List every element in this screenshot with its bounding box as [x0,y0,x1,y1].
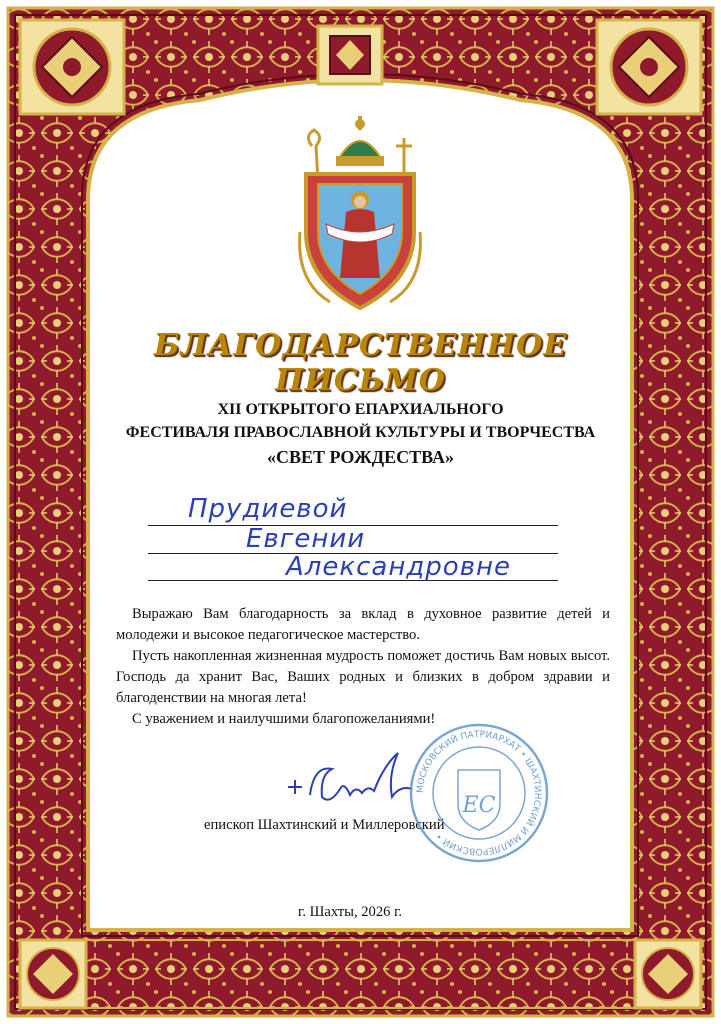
recipient-patronymic: Александровне [286,552,512,582]
stamp-ring-text: МОСКОВСКИЙ ПАТРИАРХАТ • ШАХТИНСКИЙ И МИЛЛЕРОВСКИЙ • [415,729,543,857]
body-paragraph-3: С уважением и наилучшими благопожеланиями! [132,711,436,727]
corner-medallion-bottom-right [635,940,701,1008]
festival-title-line-2: ФЕСТИВАЛЯ ПРАВОСЛАВНОЙ КУЛЬТУРЫ И ТВОРЧЕСТВА [125,424,596,441]
recipient-surname: Прудиевой [188,494,348,524]
body-paragraph-1: Выражаю Вам благодарность за вклад в духовное развитие детей и молодежи и высокое педагогическое мастерство. [116,606,610,643]
diocese-emblem-icon [290,112,430,317]
corner-medallion-top-left [20,20,124,114]
corner-medallion-bottom-left [20,940,86,1008]
body-paragraph-2: Пусть накопленная жизненная мудрость поможет достичь Вам новых высот. Господь да хранит Вас, Ваших родных и близких в добром здравии и благоденствии на многая лета! [116,648,610,706]
stamp-monogram: ЕС [462,793,496,818]
corner-medallion-top-right [597,20,701,114]
festival-title-line-3: «СВЕТ РОЖДЕСТВА» [266,447,455,467]
festival-title-line-1: XII ОТКРЫТОГО ЕПАРХИАЛЬНОГО [217,401,504,418]
signatory-title: епископ Шахтинский и Миллеровский [204,817,445,833]
place-and-date: г. Шахты, 2026 г. [298,904,403,920]
handwritten-signature [280,745,420,825]
letter-body [116,604,610,730]
top-center-ornament [318,26,382,84]
festival-title [80,398,641,470]
document-heading: БЛАГОДАРСТВЕННОЕ ПИСЬМО [153,328,568,398]
official-stamp [408,722,550,864]
recipient-given-name: Евгении [246,524,366,554]
